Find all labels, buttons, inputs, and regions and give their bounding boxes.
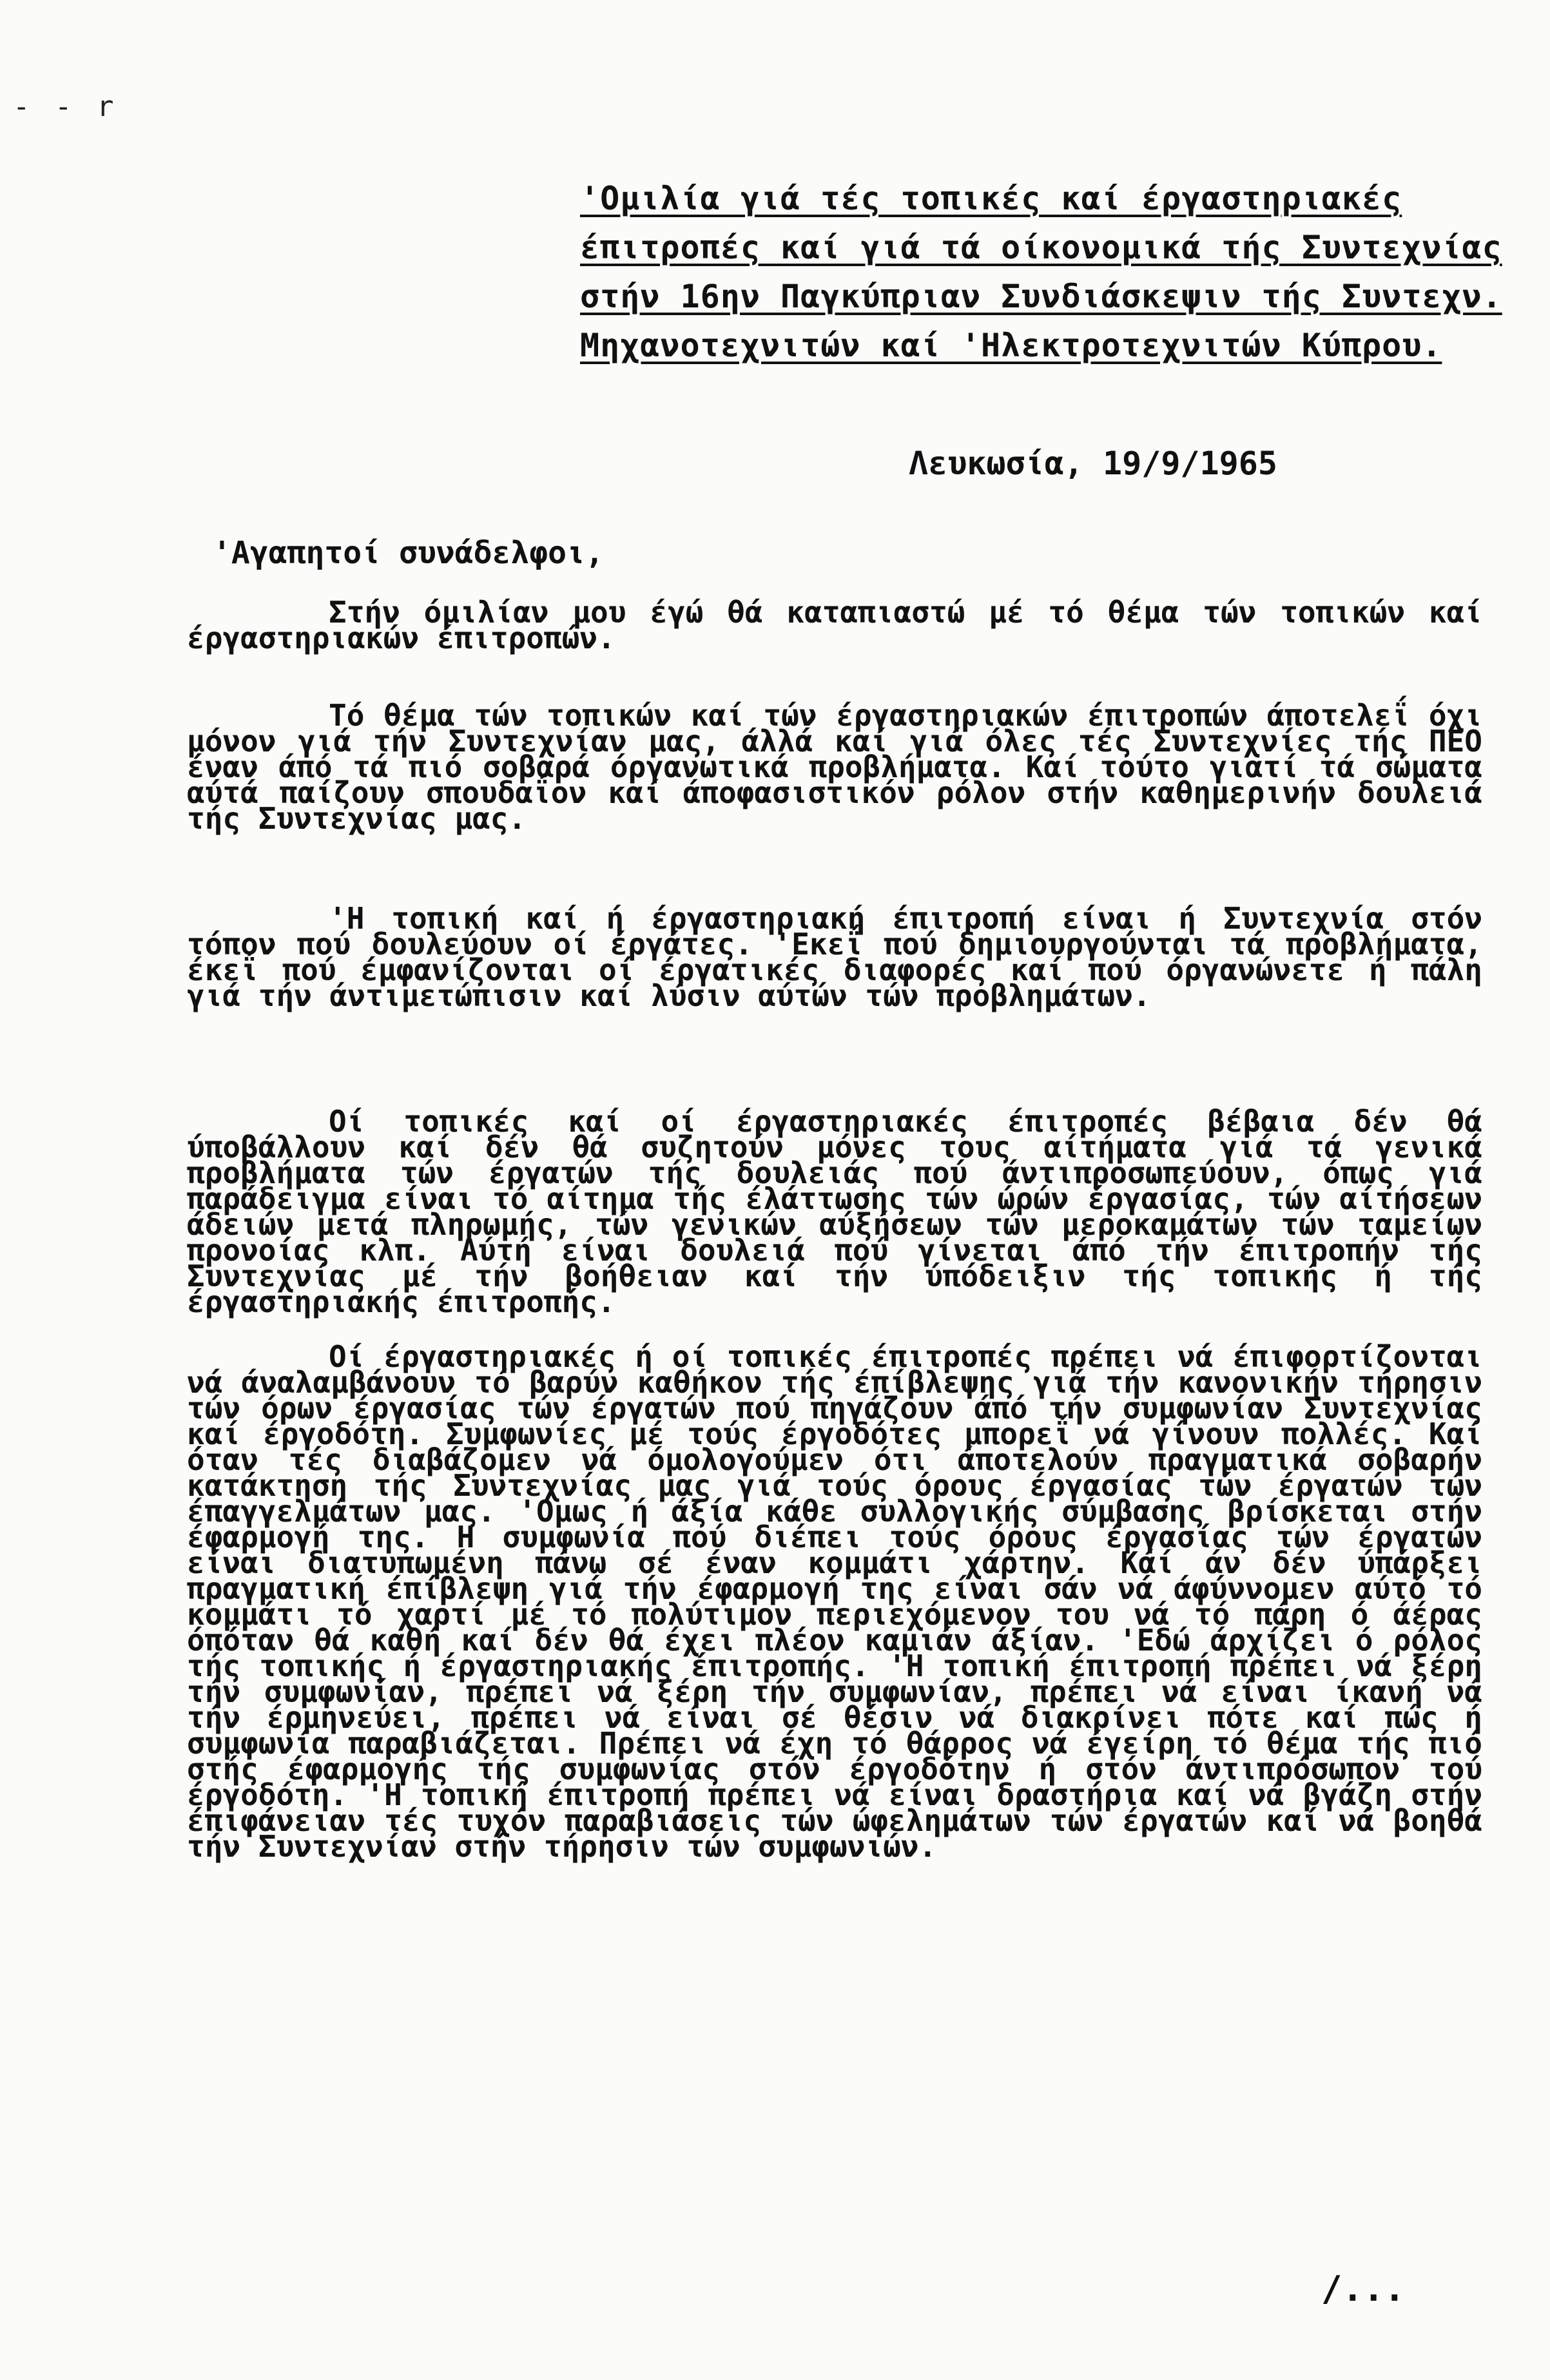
paragraph: Οί έργαστηριακές ή οί τοπικές έπιτροπές πρέπει νά έπιφορτίζονται νά άναλαμβάνουν τό βαρύν καθήκον τής έπίβλεψης γιά τήν κανονικήν τήρησιν τών όρων έργασίας τών έργατών πού πηγάζουν άπό τήν συμφωνίαν Συντεχνίας καί έργοδότη. Συμφωνίες μέ τούς έργοδότες μπορεΐ νά γίνουν πολλές. Καί όταν τές διαβάζομεν νά όμολογούμεν ότι άποτελούν πραγματικά σοβαρήν κατάκτηση τής Συντεχνίας μας γιά τούς όρους έργασίας τών έργατών τών έπαγγελμάτων μας. 'Ομως ή άξία κάθε συλλογικής σύμβασης βρίσκεται στήν έφαρμογή της. Η συμφωνία πού διέπει τούς όρους έργασίας τών έργατών είναι διατυπωμένη πάνω σέ έναν κομμάτι χάρτην. Κάί άν δέν ύπάρξει πραγματική έπίβλεψη γιά τήν έφαρμογή της είναι σάν νά άφύννομεν αύτό τό κομμάτι τό χαρτί μέ τό πολύτιμον περιεχόμενον του νά τό πάρη ό άέρας όπόταν θά καθή καί δέν θά έχει πλέον καμιάν άξίαν. 'Εδώ άρχίζει ό ρόλος τής τοπικής ή έργαστηριακής έπιτροπής. 'Η τοπική έπιτροπή πρέπει νά ξέρη τήν συμφωνίαν, πρέπει νά ξέρη τήν συμφωνίαν, πρέπει νά είναι ίκανή νά τήν έρμηνεύει, πρέπει νά είναι σέ θέσιν νά διακρίνει πότε καί πώς ή συμφωνία παραβιάζεται. Πρέπει νά έχη τό θάρρος νά έγείρη τό θέμα τής πιό στής έφαρμογής τής συμφωνίας στόν έργοδότην ή στόν άντιπρόσωπον τού έργοδότη. 'Η τοπική έπιτροπή πρέπει νά είναι δραστήρια καί νά βγάζη στήν έπιφάνειαν τές τυχόν παραβιάσεις τών ώφελημάτων τών έργατών καί νά βοηθά τήν Συντεχνίαν στήν τήρησιν τών συμφωνιών. xyxy=(187,1339,1482,1864)
title-line: 'Ομιλία γιά τές τοπικές καί έργαστηριακές xyxy=(580,180,1402,217)
speech-title xyxy=(580,174,1502,370)
title-line: έπιτροπές καί γιά τά οίκονομικά τής Συντεχνίας xyxy=(580,229,1502,266)
corner-mark: - - r xyxy=(13,90,118,123)
paragraph: Οί τοπικές καί οί έργαστηριακές έπιτροπές βέβαια δέν θά ύποβάλλουν καί δέν θά συζητούν μόνες τους αίτήματα γιά τά γενικά προβλήματα τών έργατών τής δουλειάς πού άντιπροσωπεύουν, όπως γιά παράδειγμα είναι τό αίτημα τής έλάττωσης τών ώρών έργασίας, τών αίτήσεων άδειών μετά πληρωμής, τών γενικών αύξήσεων τών μεροκαμάτων τών ταμείων προνοίας κλπ. Αύτή είναι δουλειά πού γίνεται άπό τήν έπιτροπήν τής Συντεχνίας μέ τήν βοήθειαν καί τήν ύπόδειξιν τής τοπικής ή τής έργαστηριακής έπιτροπής. xyxy=(187,1104,1482,1319)
title-line: Μηχανοτεχνιτών καί 'Ηλεκτροτεχνιτών Κύπρου. xyxy=(580,327,1442,364)
paragraph: Τό θέμα τών τοπικών καί τών έργαστηριακών έπιτροπών άποτελεΐ όχι μόνον γιά τήν Συντεχνίαν μας, άλλά καί γιά όλες τές Συντεχνίες τής ΠΕΟ έναν άπό τά πιό σοβαρά όργανωτικά προβλήματα. Καί τούτο γιατί τά σώματα αύτά παίζουν σπουδαΐον καί άποφασιστικόν ρόλον στήν καθημερινήν δουλειά τής Συντεχνίας μας. xyxy=(187,698,1482,836)
continuation-mark: /... xyxy=(1321,2269,1406,2309)
title-line: στήν 16ην Παγκύπριαν Συνδιάσκεψιν τής Συντεχν. xyxy=(580,278,1502,315)
paragraph: Στήν όμιλίαν μου έγώ θά καταπιαστώ μέ τό θέμα τών τοπικών καί έργαστηριακών έπιτροπών. xyxy=(187,595,1482,655)
salutation: 'Αγαπητοί συνάδελφοι, xyxy=(213,535,604,571)
paragraph: 'Η τοπική καί ή έργαστηριακή έπιτροπή είναι ή Συντεχνία στόν τόπον πού δουλεύουν οί έργάτες. 'Εκεΐ πού δημιουργούνται τά προβλήματα, έκεΐ πού έμφανίζονται οί έργατικές διαφορές καί πού όργανώνετε ή πάλη γιά τήν άντιμετώπισιν καί λύσιν αύτών τών προβλημάτων. xyxy=(187,901,1482,1013)
place-date: Λευκωσία, 19/9/1965 xyxy=(909,445,1277,482)
